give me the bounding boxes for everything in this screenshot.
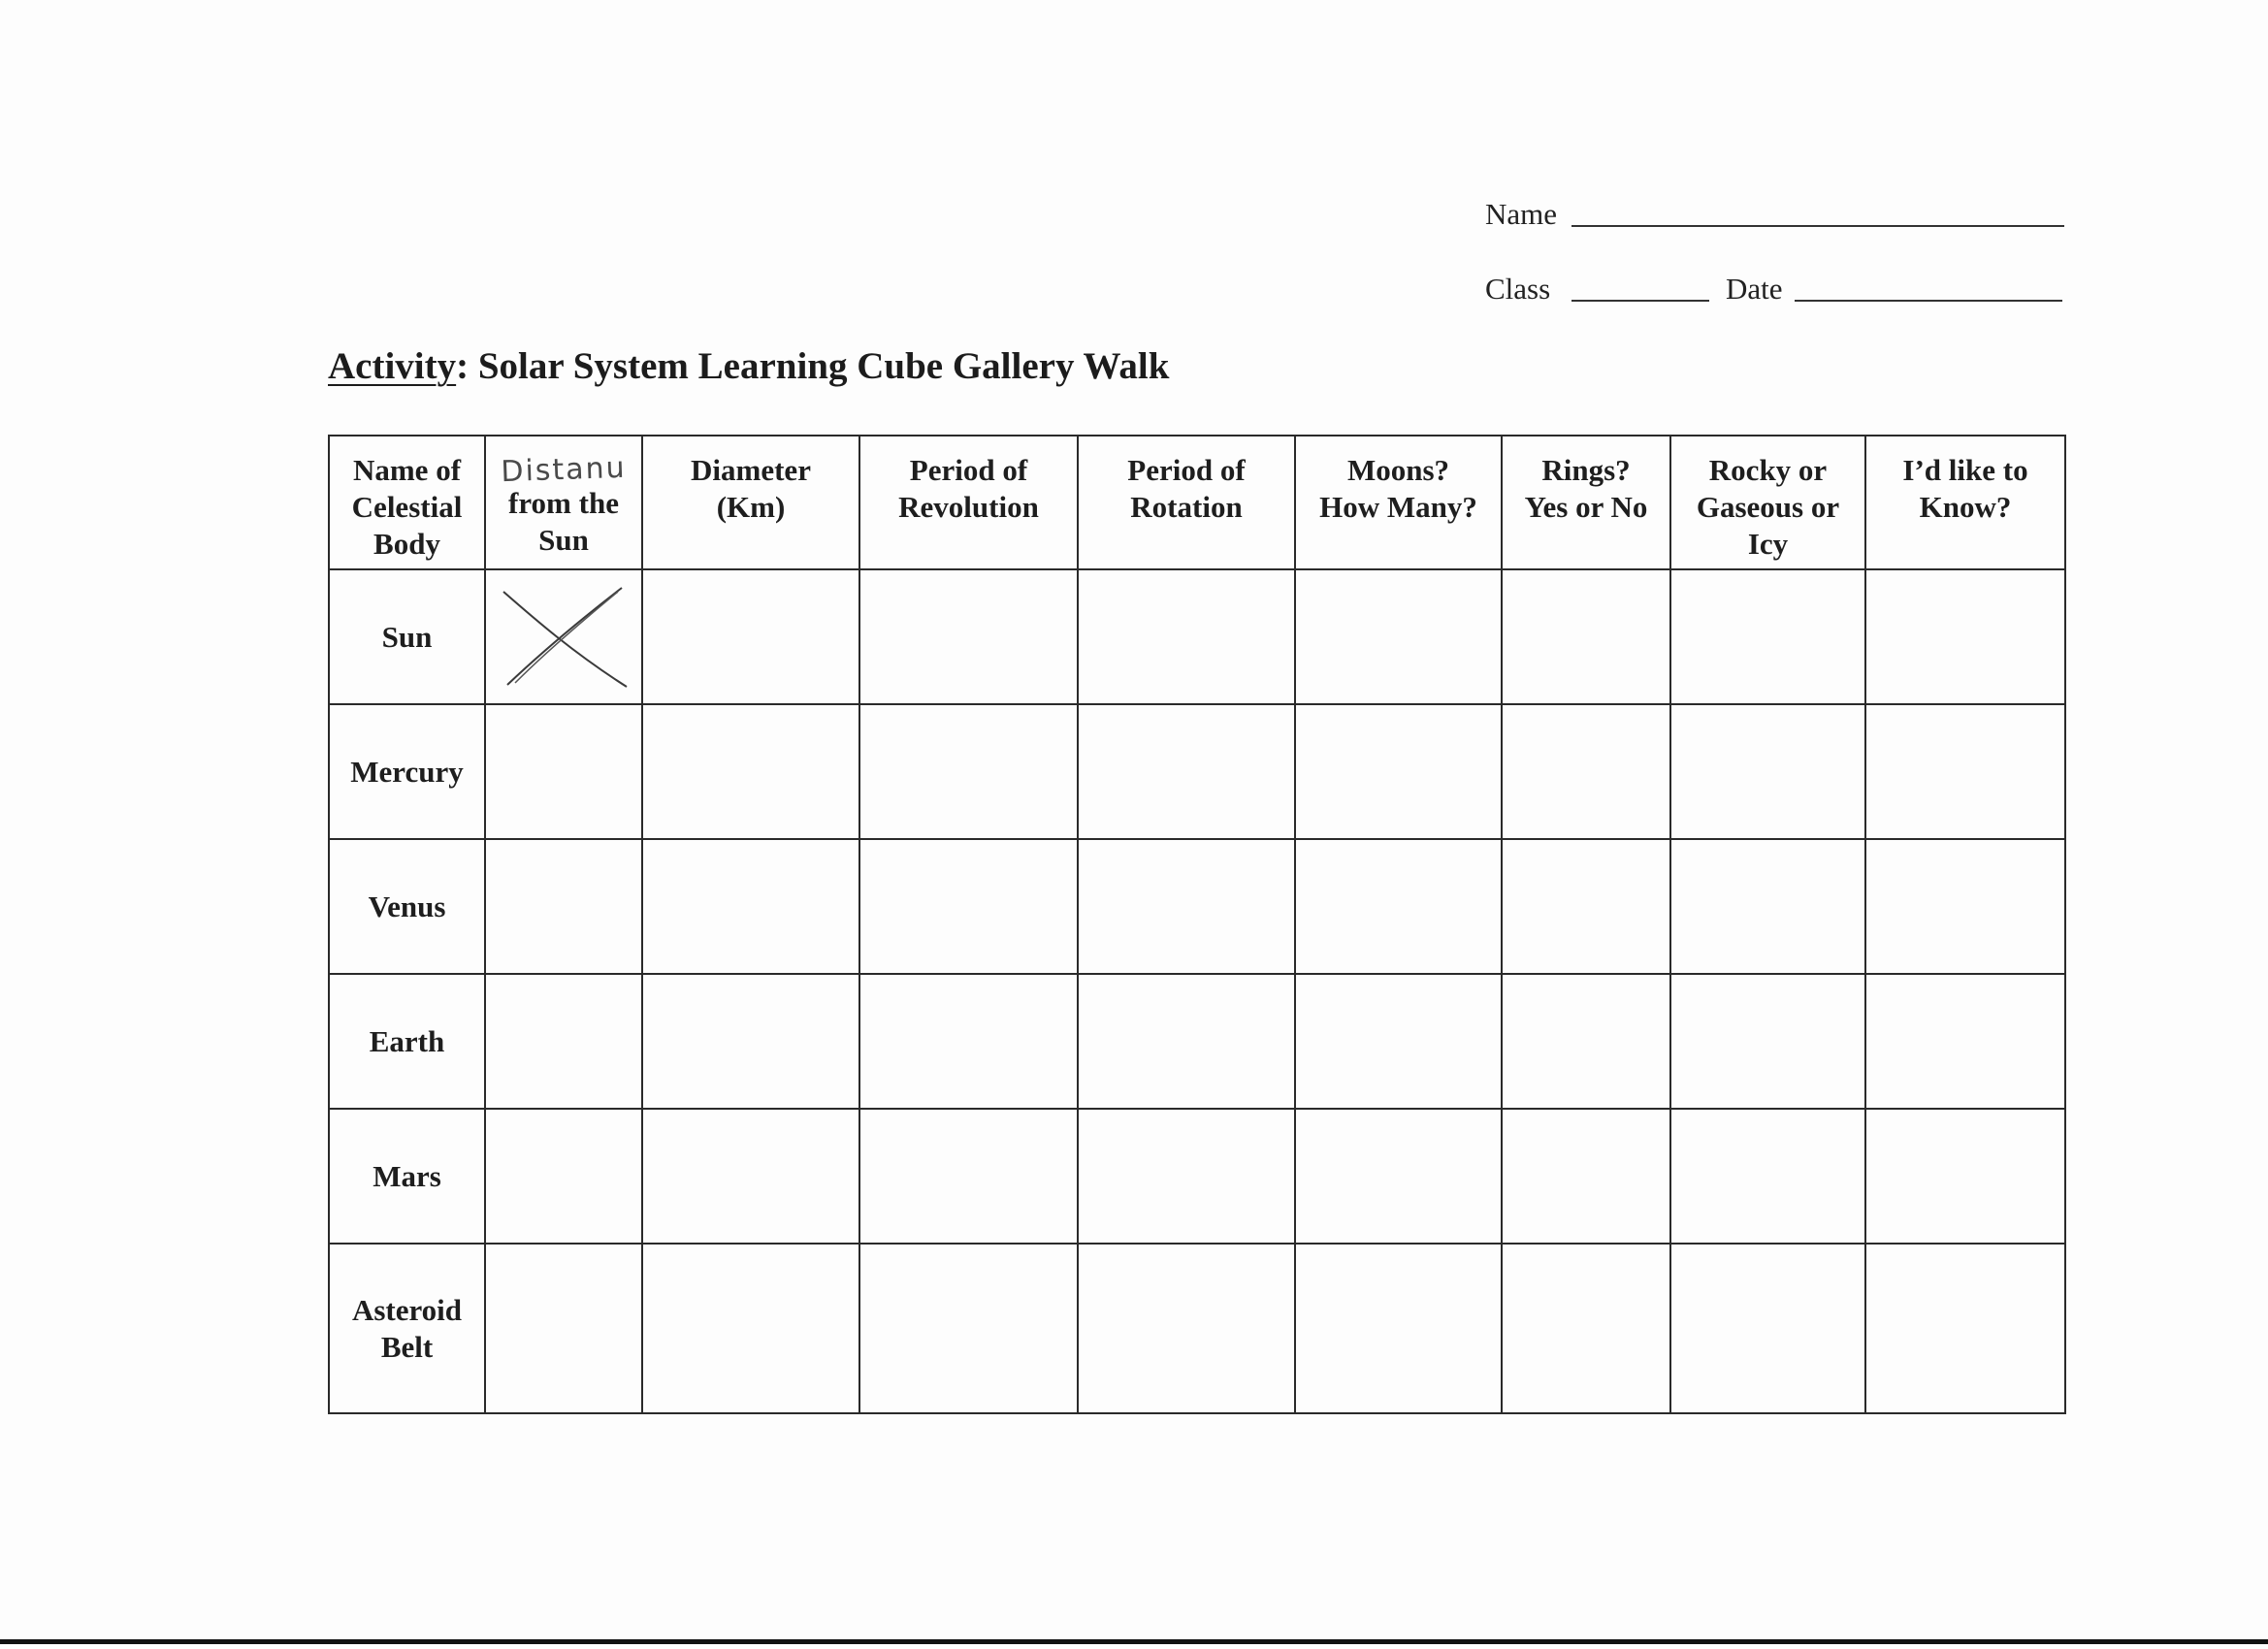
row-label-line: Asteroid — [351, 1292, 463, 1327]
input-cell[interactable] — [1078, 704, 1295, 839]
input-cell[interactable] — [1502, 704, 1670, 839]
col-header-composition — [1670, 436, 1865, 569]
input-cell[interactable] — [1670, 1244, 1865, 1413]
header-line: Rotation — [1130, 490, 1243, 524]
input-cell[interactable] — [1670, 569, 1865, 704]
header-line: Moons? — [1346, 453, 1450, 487]
row-label-line: Belt — [380, 1329, 434, 1364]
input-cell[interactable] — [1670, 704, 1865, 839]
table-row-asteroid-belt — [329, 1244, 2065, 1413]
header-line: Period of — [909, 453, 1028, 487]
col-header-diameter — [642, 436, 859, 569]
header-line: Rings? — [1541, 453, 1631, 487]
col-header-revolution — [859, 436, 1078, 569]
input-cell[interactable] — [1078, 974, 1295, 1109]
input-cell[interactable] — [485, 704, 642, 839]
input-cell[interactable] — [859, 569, 1078, 704]
title-prefix: Activity — [328, 345, 457, 387]
row-label-mercury: Mercury — [329, 704, 485, 839]
header-line: Icy — [1747, 527, 1789, 561]
scan-edge-divider — [0, 1639, 2268, 1644]
input-cell[interactable] — [1670, 839, 1865, 974]
input-cell[interactable] — [485, 839, 642, 974]
col-header-rotation — [1078, 436, 1295, 569]
sun-distance-cell — [485, 569, 642, 704]
header-line: Sun — [538, 523, 589, 557]
input-cell[interactable] — [485, 1109, 642, 1244]
input-cell[interactable] — [485, 974, 642, 1109]
input-cell[interactable] — [1502, 569, 1670, 704]
page-title — [328, 344, 1169, 388]
name-field[interactable] — [1571, 225, 2064, 227]
crossed-out-icon — [496, 580, 632, 692]
name-label: Name — [1485, 197, 1558, 231]
header-line: Period of — [1127, 453, 1246, 487]
input-cell[interactable] — [1295, 1109, 1502, 1244]
input-cell[interactable] — [1078, 569, 1295, 704]
input-cell[interactable] — [859, 839, 1078, 974]
col-header-rings — [1502, 436, 1670, 569]
input-cell[interactable] — [1078, 1244, 1295, 1413]
header-row — [329, 436, 2065, 569]
header-line: Body — [373, 527, 440, 561]
header-line: Gaseous or — [1696, 490, 1840, 524]
class-label: Class — [1485, 272, 1551, 306]
input-cell[interactable] — [1670, 1109, 1865, 1244]
input-cell[interactable] — [1502, 1109, 1670, 1244]
header-line: I’d like to — [1902, 453, 2028, 487]
input-cell[interactable] — [642, 839, 859, 974]
title-text: : Solar System Learning Cube Gallery Walk — [456, 345, 1170, 387]
header-line: (Km) — [716, 490, 786, 524]
input-cell[interactable] — [1865, 569, 2065, 704]
input-cell[interactable] — [1295, 1244, 1502, 1413]
input-cell[interactable] — [1670, 974, 1865, 1109]
row-label-sun: Sun — [329, 569, 485, 704]
input-cell[interactable] — [1865, 839, 2065, 974]
header-line: from the — [508, 486, 619, 520]
table-row-mars — [329, 1109, 2065, 1244]
handwritten-distance: Distanu — [500, 450, 628, 490]
col-header-like-to-know — [1865, 436, 2065, 569]
input-cell[interactable] — [1865, 1244, 2065, 1413]
header-line: Diameter — [691, 453, 811, 487]
table-row-mercury — [329, 704, 2065, 839]
class-field[interactable] — [1571, 300, 1709, 302]
input-cell[interactable] — [1295, 704, 1502, 839]
input-cell[interactable] — [642, 569, 859, 704]
input-cell[interactable] — [859, 1109, 1078, 1244]
input-cell[interactable] — [1078, 1109, 1295, 1244]
worksheet-table — [328, 435, 2066, 1414]
input-cell[interactable] — [485, 1244, 642, 1413]
input-cell[interactable] — [1295, 569, 1502, 704]
input-cell[interactable] — [642, 1244, 859, 1413]
header-line: How Many? — [1319, 490, 1477, 524]
input-cell[interactable] — [1502, 839, 1670, 974]
input-cell[interactable] — [1295, 974, 1502, 1109]
input-cell[interactable] — [1865, 704, 2065, 839]
col-header-moons — [1295, 436, 1502, 569]
input-cell[interactable] — [1502, 1244, 1670, 1413]
table-row-venus — [329, 839, 2065, 974]
input-cell[interactable] — [859, 1244, 1078, 1413]
input-cell[interactable] — [1078, 839, 1295, 974]
input-cell[interactable] — [1295, 839, 1502, 974]
table-row-sun — [329, 569, 2065, 704]
row-label-mars: Mars — [329, 1109, 485, 1244]
row-label-venus: Venus — [329, 839, 485, 974]
row-label-earth: Earth — [329, 974, 485, 1109]
table-row-earth — [329, 974, 2065, 1109]
date-label: Date — [1726, 272, 1783, 306]
col-header-celestial-body — [329, 436, 485, 569]
header-line: Name of — [352, 453, 462, 487]
header-line: Know? — [1919, 490, 2012, 524]
col-header-distance — [485, 436, 642, 569]
header-line: Rocky or — [1708, 453, 1828, 487]
input-cell[interactable] — [1502, 974, 1670, 1109]
input-cell[interactable] — [859, 704, 1078, 839]
header-line: Yes or No — [1524, 490, 1648, 524]
input-cell[interactable] — [642, 974, 859, 1109]
row-label-asteroid-belt — [329, 1244, 485, 1413]
input-cell[interactable] — [642, 1109, 859, 1244]
input-cell[interactable] — [859, 974, 1078, 1109]
date-field[interactable] — [1795, 300, 2062, 302]
input-cell[interactable] — [1865, 1109, 2065, 1244]
header-line: Revolution — [898, 490, 1039, 524]
header-line: Celestial — [351, 490, 463, 524]
input-cell[interactable] — [642, 704, 859, 839]
input-cell[interactable] — [1865, 974, 2065, 1109]
